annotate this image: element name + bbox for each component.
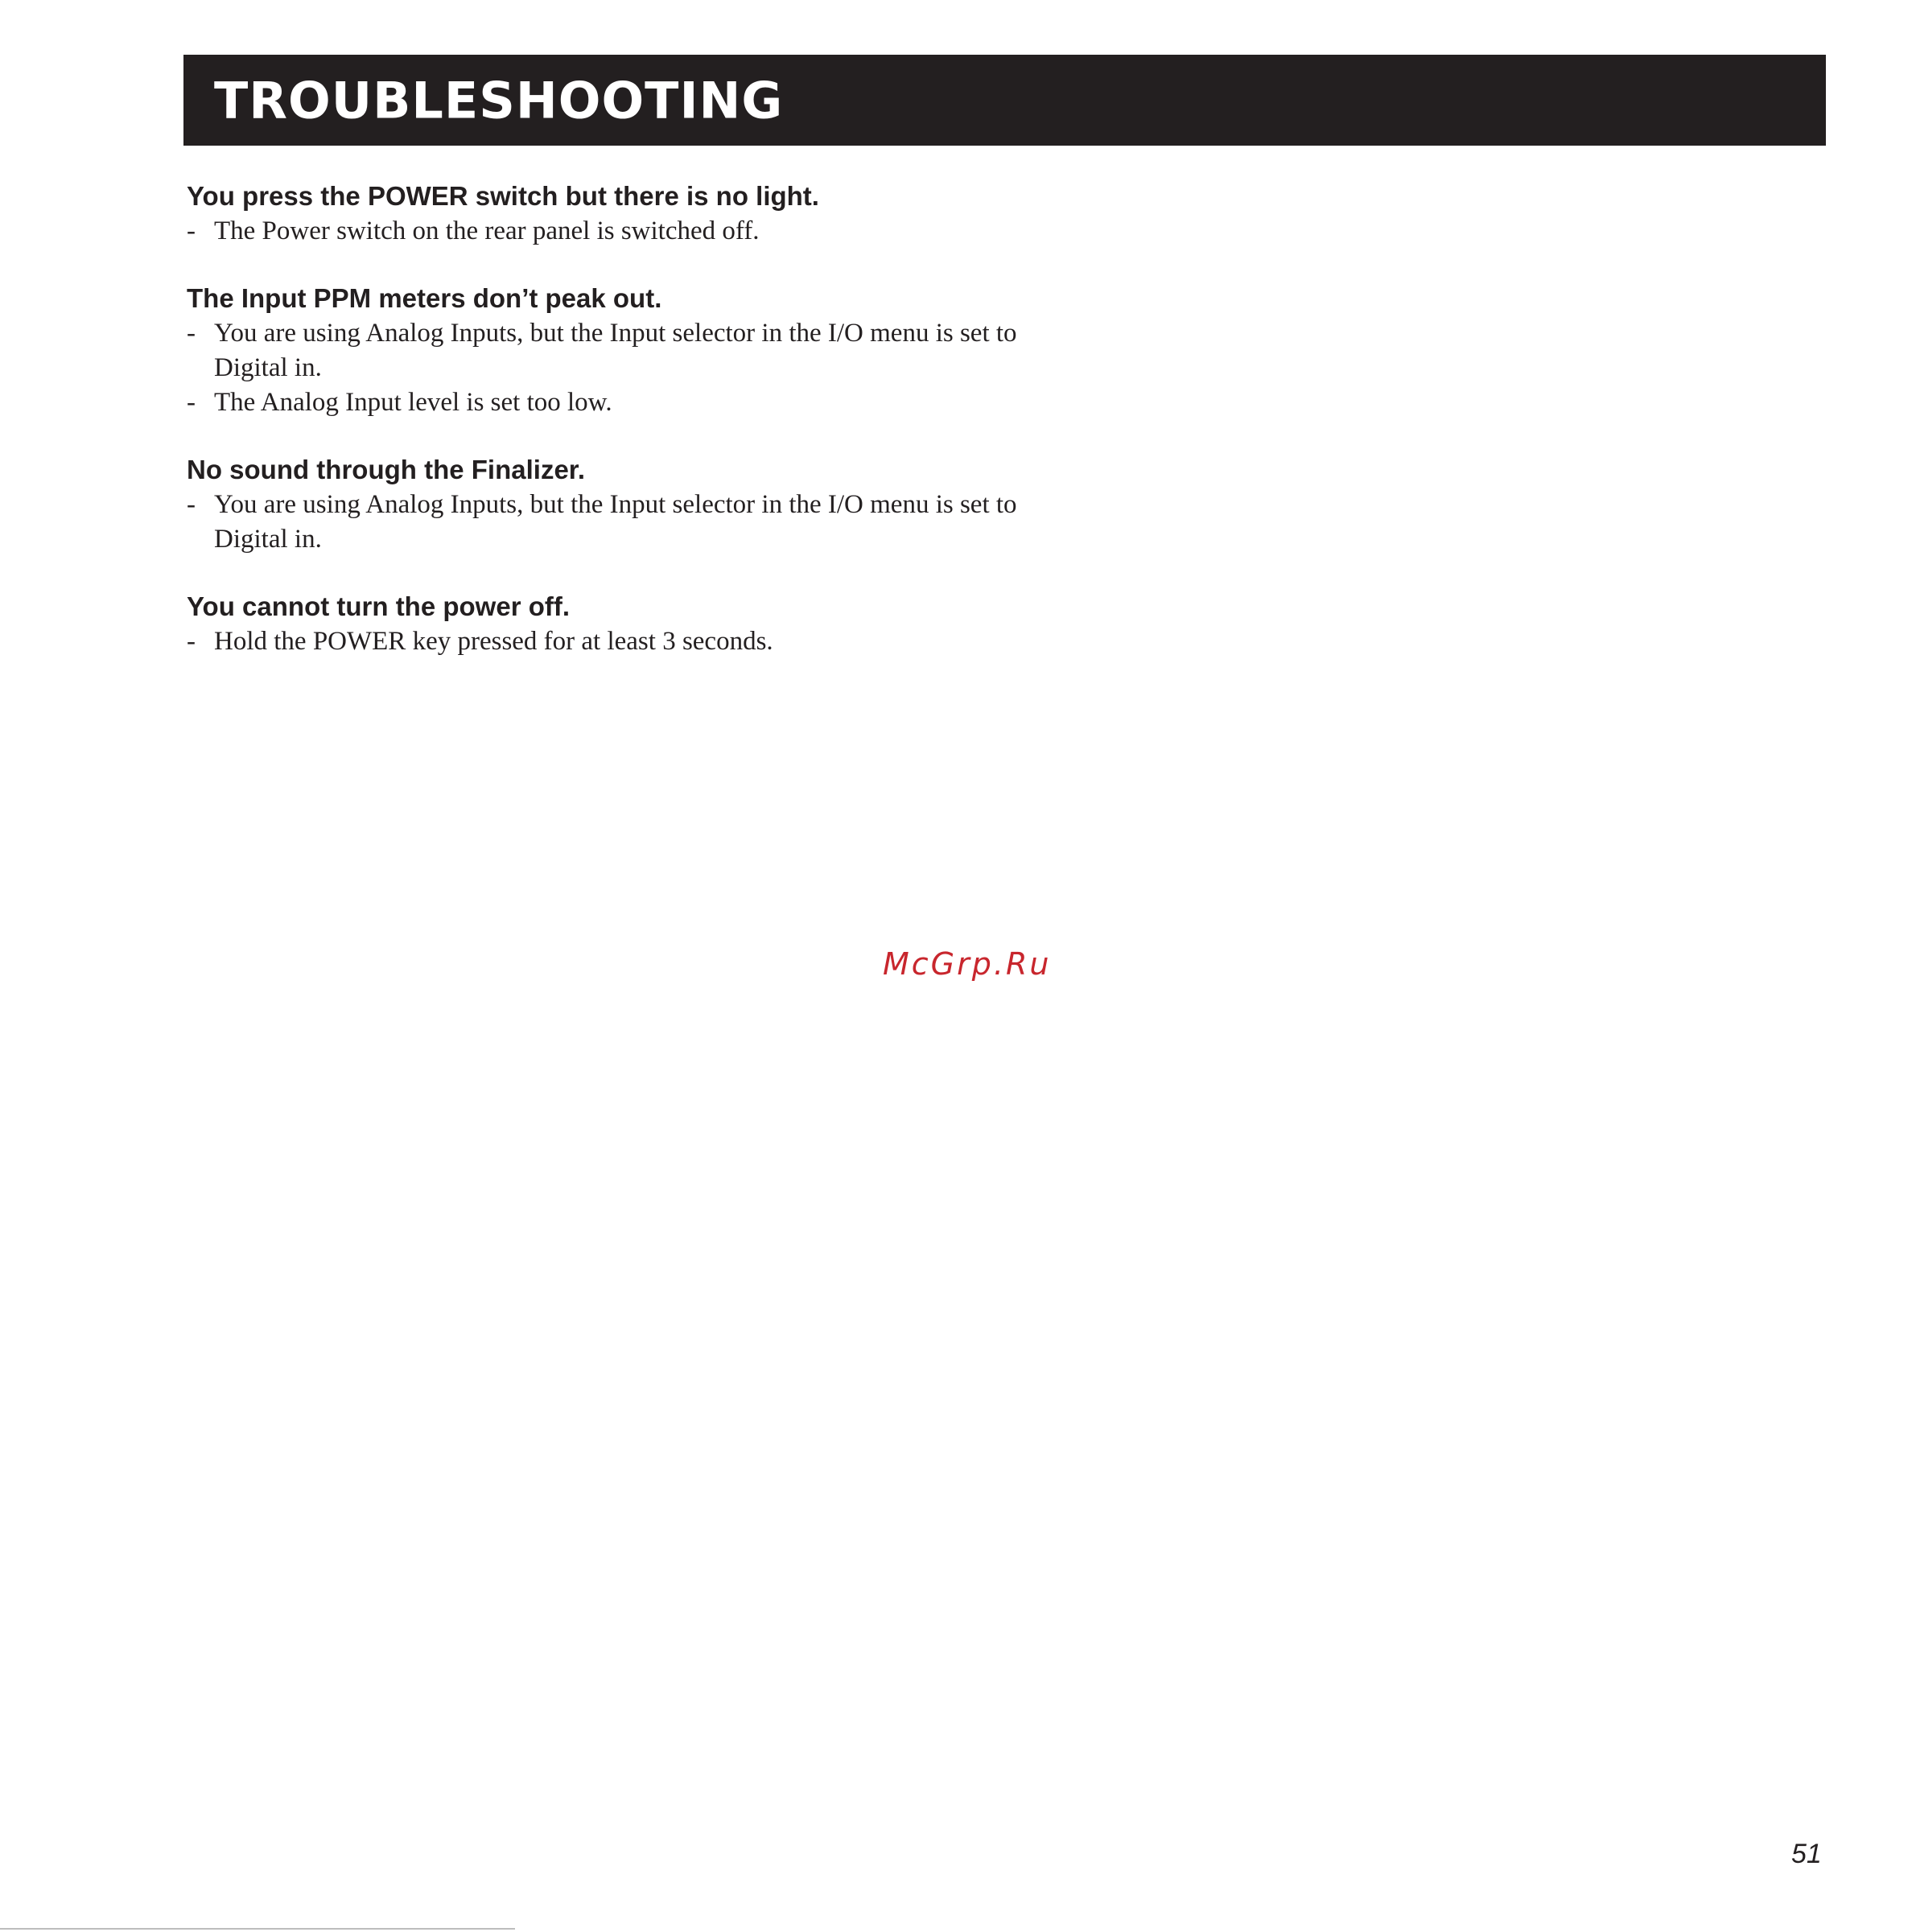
answer-text: The Power switch on the rear panel is switched off. — [214, 216, 760, 245]
question-heading: You cannot turn the power off. — [187, 591, 571, 621]
answer-text: You are using Analog Inputs, but the Input selector in the I/O menu is set to Digital in. — [214, 490, 1017, 554]
dash-bullet: - — [187, 490, 196, 519]
troubleshooting-item-power-off — [187, 589, 991, 659]
answer-item — [187, 385, 1019, 420]
answer-list — [187, 214, 991, 249]
troubleshooting-list — [187, 179, 1017, 691]
page-number: 51 — [1791, 1839, 1822, 1869]
answer-text: Hold the POWER key pressed for at least 3 seconds. — [214, 627, 773, 656]
answer-item — [187, 488, 1019, 557]
bottom-rule — [0, 1928, 515, 1930]
watermark: McGrp.Ru — [883, 946, 1052, 982]
dash-bullet: - — [187, 627, 196, 656]
troubleshooting-item-ppm-meters — [187, 281, 1017, 420]
answer-text: The Analog Input level is set too low. — [214, 388, 612, 417]
answer-item — [187, 316, 1019, 385]
answer-text: You are using Analog Inputs, but the Input selector in the I/O menu is set to Digital in. — [214, 319, 1017, 382]
answer-list — [187, 488, 1017, 557]
troubleshooting-item-no-light — [187, 179, 991, 249]
answer-item — [187, 214, 1019, 249]
section-title-bar — [183, 55, 1826, 146]
dash-bullet: - — [187, 216, 196, 245]
troubleshooting-item-no-sound — [187, 452, 1017, 557]
dash-bullet: - — [187, 319, 196, 348]
page-title: TROUBLESHOOTING — [214, 71, 784, 130]
question-heading: No sound through the Finalizer. — [187, 455, 585, 484]
answer-list — [187, 316, 1017, 420]
answer-list — [187, 624, 991, 659]
answer-item — [187, 624, 1019, 659]
question-heading: You press the POWER switch but there is no light. — [187, 181, 819, 211]
dash-bullet: - — [187, 388, 196, 417]
question-heading: The Input PPM meters don’t peak out. — [187, 283, 662, 313]
